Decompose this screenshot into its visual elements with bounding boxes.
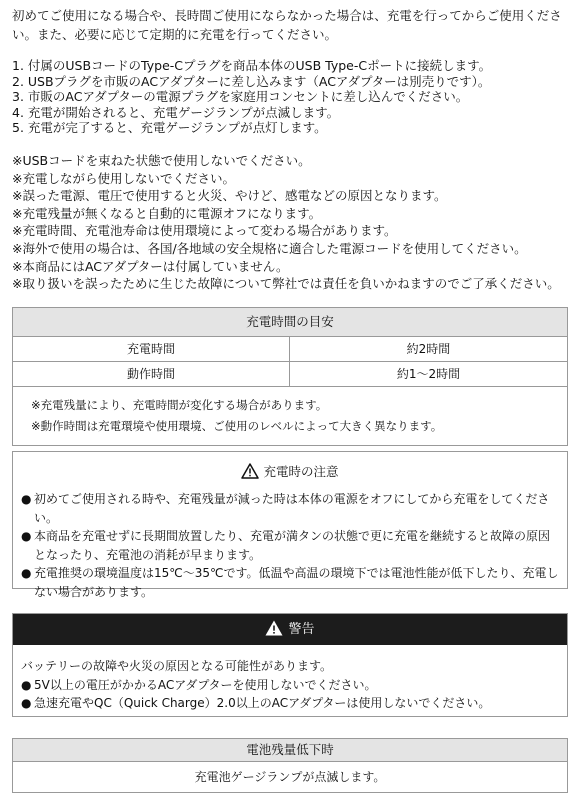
caution-text: 初めてご使用される時や、充電残量が減った時は本体の電源をオフにしてから充電をしてください。: [34, 492, 550, 525]
warning-text: 急速充電やQC（Quick Charge）2.0以上のACアダプターは使用しないでください。: [34, 696, 491, 711]
list-item: [21, 676, 567, 695]
warning-box: [12, 613, 568, 717]
warning-triangle-icon: [265, 620, 283, 636]
step-item: 3. 市販のACアダプターの電源プラグを家庭用コンセントに差し込んでください。: [12, 89, 469, 104]
bullet: ●: [21, 677, 32, 692]
steps-list: [12, 58, 572, 136]
note-item: ※充電残量が無くなると自動的に電源オフになります。: [12, 205, 322, 221]
note-item: ※充電時間、充電池寿命は使用環境によって変わる場合があります。: [12, 223, 397, 239]
list-item: [21, 564, 561, 601]
notes-list: [12, 152, 578, 293]
warning-title: [13, 614, 567, 645]
charge-table-title: 充電時間の目安: [13, 308, 567, 337]
caution-text: 本商品を充電せずに長期間放置したり、充電が満タンの状態で更に充電を継続すると故障の原因となったり、充電池の消耗が早まります。: [34, 529, 551, 562]
step-item: 5. 充電が完了すると、充電ゲージランプが点灯します。: [12, 120, 327, 135]
bullet: ●: [21, 529, 32, 544]
warning-body: [13, 645, 567, 713]
bullet: ●: [21, 566, 32, 581]
table-cell-label: 動作時間: [13, 362, 290, 386]
step-item: 4. 充電が開始されると、充電ゲージランプが点滅します。: [12, 104, 340, 120]
note-item: ※USBコードを束ねた状態で使用しないでください。: [12, 153, 311, 168]
note-item: ※取り扱いを誤ったために生じた故障について弊社では責任を負いかねますのでご了承ください。: [12, 276, 560, 292]
caution-list: [13, 482, 567, 602]
note-item: ※本商品にはACアダプターは付属していません。: [12, 258, 289, 274]
note-item: ※海外で使用の場合は、各国/各地域の安全規格に適合した電源コードを使用してください。: [12, 240, 527, 256]
caution-text: 充電推奨の環境温度は15℃～35℃です。低温や高温の環境下では電池性能が低下したり、充電しない場合があります。: [34, 566, 559, 599]
table-cell-value: 約2時間: [406, 342, 451, 356]
battery-low-box: [12, 738, 568, 793]
table-note: ※充電残量により、充電時間が変化する場合があります。: [31, 398, 328, 412]
charge-time-table: [12, 307, 568, 446]
list-item: [21, 490, 561, 527]
table-row: [13, 362, 567, 387]
list-item: [21, 527, 561, 564]
caution-title-text: 充電時の注意: [263, 464, 339, 479]
table-cell-value: 約1～2時間: [396, 367, 461, 381]
bullet: ●: [21, 492, 32, 506]
warning-text: 5V以上の電圧がかかるACアダプターを使用しないでください。: [34, 677, 377, 692]
warning-title-text: 警告: [288, 622, 315, 637]
warning-intro: バッテリーの故障や火災の原因となる可能性があります。: [21, 659, 333, 673]
table-row: [13, 337, 567, 362]
table-note: ※動作時間は充電環境や使用環境、ご使用のレベルによって大きく異なります。: [31, 419, 443, 433]
caution-title: [13, 462, 567, 482]
bullet: ●: [21, 696, 32, 711]
step-item: 2. USBプラグを市販のACアダプターに差し込みます（ACアダプターは別売りです）。: [12, 73, 491, 89]
charge-table-notes: [13, 387, 567, 445]
battery-low-text: 充電池ゲージランプが点滅します。: [194, 770, 386, 784]
list-item: [21, 694, 567, 713]
note-item: ※充電しながら使用しないでください。: [12, 170, 235, 186]
table-cell-label: 充電時間: [13, 337, 290, 361]
charging-caution-box: [12, 451, 568, 599]
battery-low-title: 電池残量低下時: [13, 739, 567, 762]
warning-triangle-icon: [241, 463, 259, 479]
intro-text: 初めてご使用になる場合や、長時間ご使用にならなかった場合は、充電を行ってからご使用ください。また、必要に応じて定期的に充電を行ってください。: [12, 8, 562, 42]
note-item: ※誤った電源、電圧で使用すると火災、やけど、感電などの原因となります。: [12, 188, 447, 204]
step-item: 1. 付属のUSBコードのType-Cプラグを商品本体のUSB Type-Cポートに接続します。: [12, 58, 492, 73]
